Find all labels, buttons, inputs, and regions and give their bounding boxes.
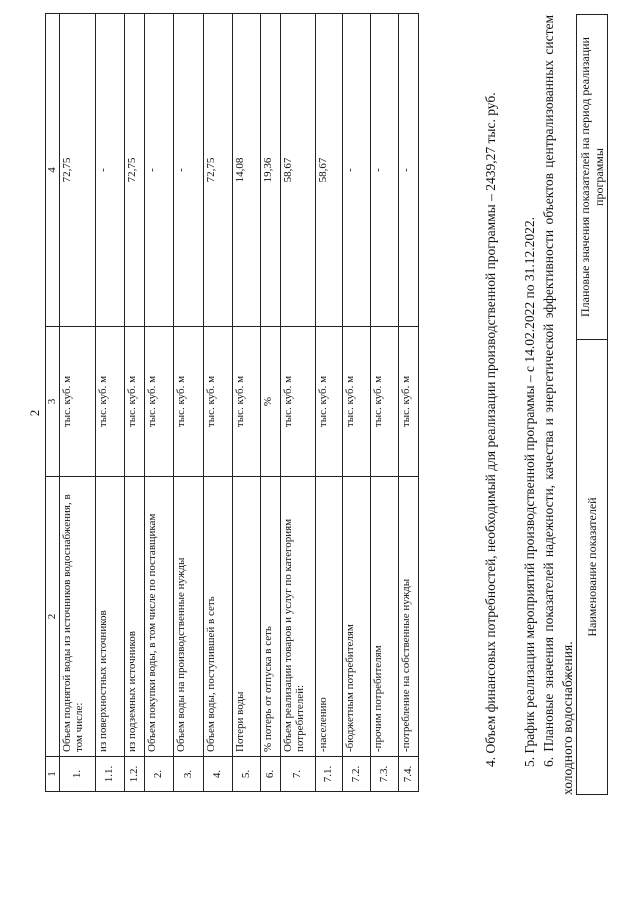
table-row [398,14,418,792]
indicators-table [576,14,608,795]
row-name-cell: Объем поднятой воды из источников водоснабжения, в том числе: [59,477,95,757]
row-name-cell: % потерь от отпуска в сеть [260,477,280,757]
row-value-cell: 19,36 [260,14,280,327]
rotated-page-content [45,15,605,795]
production-program-table [45,13,419,792]
table-row [144,14,173,792]
indicators-header-row [577,15,608,795]
row-number-cell: 7.1. [315,757,342,792]
row-value-cell: 14,08 [232,14,260,327]
row-name-cell: Объем воды, поступившей в сеть [203,477,232,757]
row-unit-cell: тыс. куб. м [342,327,370,477]
row-unit-cell: тыс. куб. м [370,327,398,477]
row-name-cell: Объем воды на производственные нужды [173,477,203,757]
table-row [95,14,124,792]
table-row [59,14,95,792]
row-number-cell: 6. [260,757,280,792]
row-unit-cell: тыс. куб. м [95,327,124,477]
table-row [260,14,280,792]
row-value-cell: - [342,14,370,327]
row-unit-cell: тыс. куб. м [203,327,232,477]
row-name-cell: Потери воды [232,477,260,757]
header-cell: 2 [46,477,60,757]
row-number-cell: 1. [59,757,95,792]
row-value-cell: 72,75 [124,14,144,327]
row-value-cell: - [144,14,173,327]
row-number-cell: 1.1. [95,757,124,792]
row-value-cell: 72,75 [203,14,232,327]
paragraph-financial-needs: 4. Объем финансовых потребностей, необходимый для реализации производственной программы – 2439,27 тыс. руб. [483,92,498,767]
row-name-cell: Объем покупки воды, в том числе по поставщикам [144,477,173,757]
row-value-cell: - [173,14,203,327]
row-unit-cell: тыс. куб. м [144,327,173,477]
row-number-cell: 2. [144,757,173,792]
table-row [203,14,232,792]
row-value-cell: 72,75 [59,14,95,327]
row-name-cell: -бюджетным потребителям [342,477,370,757]
table-row [370,14,398,792]
paragraph-schedule: 5. График реализации мероприятий производственной программы – с 14.02.2022 по 31.12.2022. [522,216,537,767]
row-value-cell: 58,67 [280,14,315,327]
row-number-cell: 7.2. [342,757,370,792]
row-name-cell: из поверхностных источников [95,477,124,757]
row-unit-cell: тыс. куб. м [232,327,260,477]
row-unit-cell: тыс. куб. м [280,327,315,477]
row-unit-cell: тыс. куб. м [315,327,342,477]
table-row [280,14,315,792]
row-number-cell: 5. [232,757,260,792]
indicators-name-header: Наименование показателей [577,340,608,795]
row-name-cell: из подземных источников [124,477,144,757]
row-unit-cell: тыс. куб. м [124,327,144,477]
row-unit-cell: тыс. куб. м [173,327,203,477]
header-cell: 3 [46,327,60,477]
row-number-cell: 7.3. [370,757,398,792]
indicators-value-header: Плановые значения показателей на период реализации программы [577,15,608,340]
table-row [342,14,370,792]
row-number-cell: 4. [203,757,232,792]
row-name-cell: -потребление на собственные нужды [398,477,418,757]
table-header-row [46,14,60,792]
row-number-cell: 7. [280,757,315,792]
page-number: 2 [27,409,42,417]
row-name-cell: Объем реализации товаров и услуг по категориям потребителей: [280,477,315,757]
row-number-cell: 3. [173,757,203,792]
row-unit-cell: % [260,327,280,477]
row-value-cell: - [95,14,124,327]
header-cell: 1 [46,757,60,792]
table-row [315,14,342,792]
row-value-cell: 58,67 [315,14,342,327]
table-row [232,14,260,792]
row-value-cell: - [370,14,398,327]
row-name-cell: -прочим потребителям [370,477,398,757]
table-row [173,14,203,792]
row-unit-cell: тыс. куб. м [59,327,95,477]
header-cell: 4 [46,14,60,327]
row-number-cell: 7.4. [398,757,418,792]
row-value-cell: - [398,14,418,327]
row-name-cell: -населению [315,477,342,757]
row-number-cell: 1.2. [124,757,144,792]
table-row [124,14,144,792]
paragraph-planned-indicators: 6. Плановые значения показателей надежности, качества и энергетической эффективности объектов централизованных систем холодного водоснабжения. [541,15,575,795]
row-unit-cell: тыс. куб. м [398,327,418,477]
